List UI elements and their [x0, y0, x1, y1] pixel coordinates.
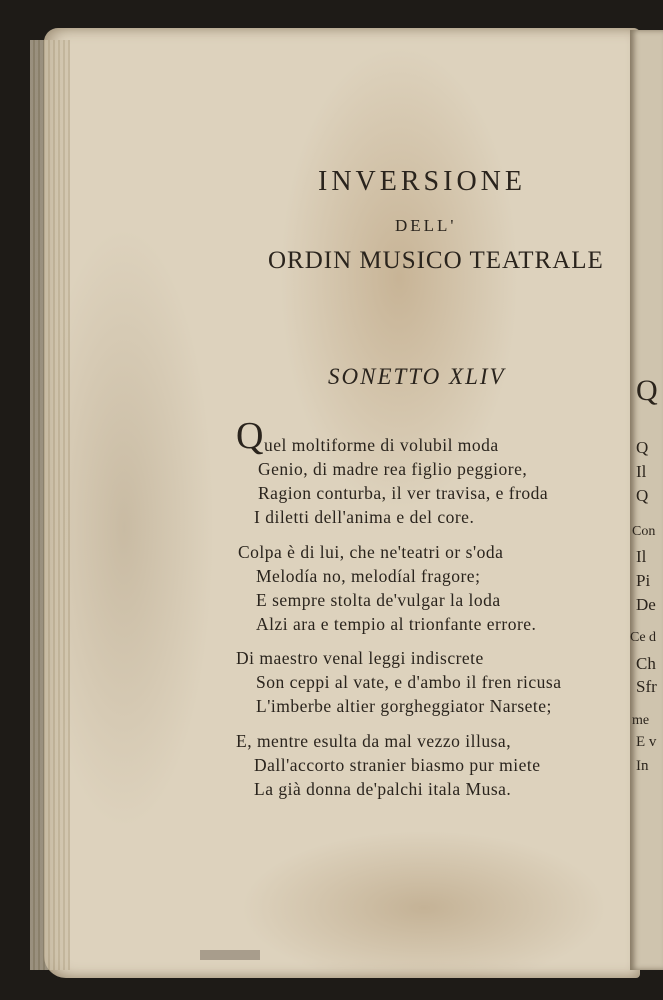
page-edge: [30, 40, 70, 970]
verse-line: E, mentre esulta da mal vezzo illusa,: [236, 731, 512, 751]
facing-fragment: In: [636, 758, 649, 774]
facing-fragment: Q: [636, 486, 649, 505]
verse-line: Melodía no, melodíal fragore;: [256, 566, 481, 586]
sonnet-title: SONETTO XLIV: [328, 364, 506, 389]
verse-line: Di maestro venal leggi indiscrete: [236, 648, 484, 668]
verse-line: E sempre stolta de'vulgar la loda: [256, 590, 501, 610]
verse-line: uel moltiforme di volubil moda: [264, 435, 499, 455]
verse-line: I diletti dell'anima e del core.: [254, 507, 475, 527]
verse-line: Ragion conturba, il ver travisa, e froda: [258, 483, 549, 503]
page-title: INVERSIONE: [318, 166, 526, 197]
verse-line: Alzi ara e tempio al trionfante errore.: [256, 614, 537, 634]
facing-fragment: Q: [636, 374, 658, 407]
facing-fragment: Sfr: [636, 677, 657, 696]
facing-fragment: Ch: [636, 654, 656, 673]
verse-line: Genio, di madre rea figlio peggiore,: [258, 459, 528, 479]
facing-fragment: E v: [636, 734, 657, 750]
verse-line: Son ceppi al vate, e d'ambo il fren ricusa: [256, 672, 562, 692]
verse-line: Colpa è di lui, che ne'teatri or s'oda: [238, 542, 504, 562]
facing-fragment: Il: [636, 462, 647, 481]
verse-line: Dall'accorto stranier biasmo pur miete: [254, 755, 541, 775]
facing-page-strip: [630, 30, 663, 970]
verse-line: La già donna de'palchi itala Musa.: [254, 779, 512, 799]
title-connector: DELL': [395, 216, 457, 235]
drop-cap: Q: [236, 415, 264, 457]
page-subtitle: ORDIN MUSICO TEATRALE: [268, 247, 604, 274]
facing-fragment: Il: [636, 547, 647, 566]
facing-fragment: Con: [632, 524, 656, 539]
library-stamp: [200, 950, 260, 960]
facing-fragment: Q: [636, 438, 649, 457]
facing-fragment: Pi: [636, 571, 651, 590]
facing-fragment: De: [636, 595, 656, 614]
verse-line: L'imberbe altier gorgheggiator Narsete;: [256, 696, 552, 716]
facing-fragment: Ce d: [630, 630, 657, 645]
facing-fragment: me: [632, 713, 650, 728]
